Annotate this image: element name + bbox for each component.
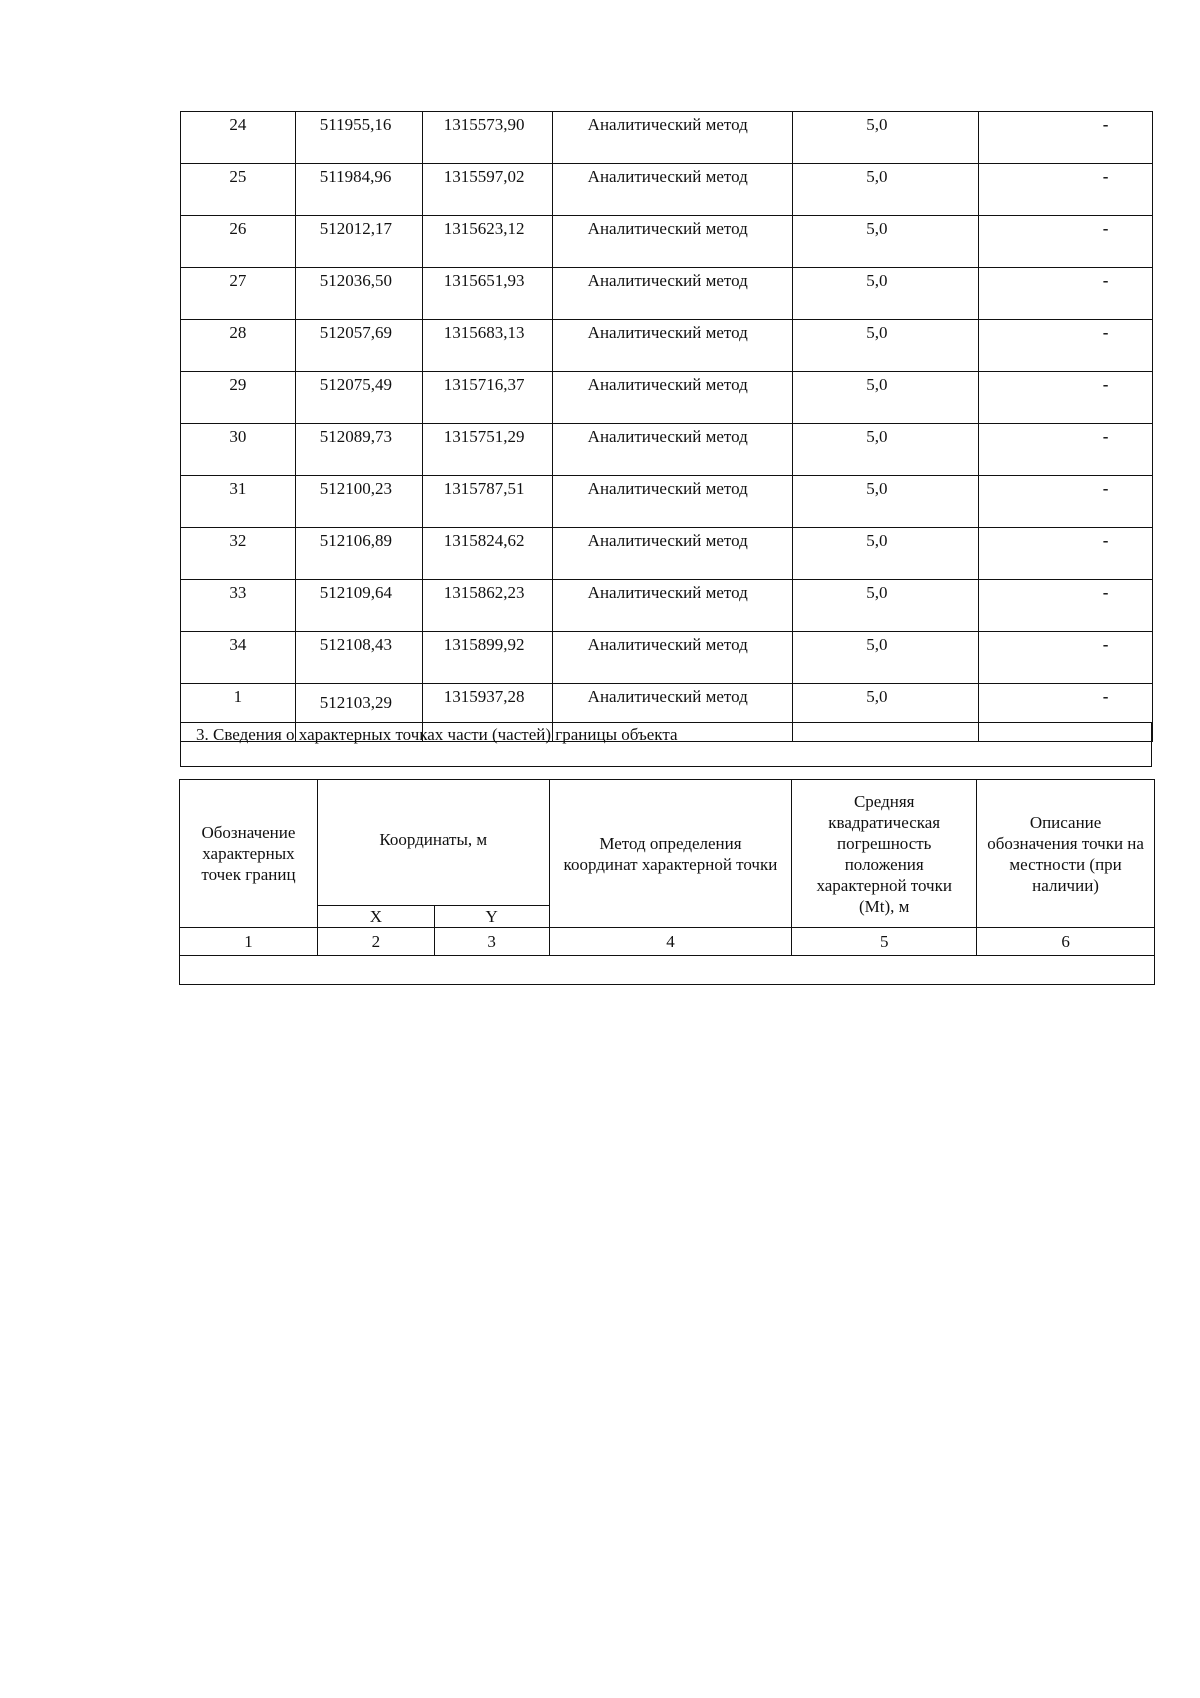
point-cell: 30 — [181, 424, 296, 476]
header-coordinates-text: Координаты, м — [379, 830, 488, 849]
method-cell: Аналитический метод — [552, 528, 793, 580]
y-coordinate-cell: 1315716,37 — [422, 372, 552, 424]
error-cell: 5,0 — [793, 580, 979, 632]
method-cell: Аналитический метод — [552, 216, 793, 268]
error-cell: 5,0 — [793, 424, 979, 476]
method-cell: Аналитический метод — [552, 112, 793, 164]
point-cell: 34 — [181, 632, 296, 684]
error-cell: 5,0 — [793, 320, 979, 372]
section-3-caption — [180, 722, 1152, 767]
y-coordinate-cell: 1315751,29 — [422, 424, 552, 476]
table-row — [181, 632, 1153, 684]
x-coordinate-cell: 512036,50 — [295, 268, 422, 320]
part-points-table — [179, 779, 1155, 985]
table-row — [181, 216, 1153, 268]
table-row — [181, 268, 1153, 320]
method-cell: Аналитический метод — [552, 320, 793, 372]
boundary-points-table-body — [181, 112, 1153, 742]
header-coordinates — [317, 780, 549, 906]
header-designation-line: Обозначение — [201, 823, 296, 842]
x-coordinate-cell: 512106,89 — [295, 528, 422, 580]
point-cell: 33 — [181, 580, 296, 632]
column-number: 1 — [180, 928, 318, 956]
table-row — [181, 528, 1153, 580]
column-number: 6 — [977, 928, 1155, 956]
table-row — [181, 476, 1153, 528]
y-coordinate-cell: 1315899,92 — [422, 632, 552, 684]
empty-row — [180, 956, 1155, 985]
x-coordinate-cell: 512103,29 — [295, 684, 422, 742]
description-cell: - — [979, 528, 1153, 580]
header-error — [792, 780, 977, 928]
header-description-line: наличии) — [1032, 875, 1099, 895]
y-coordinate-cell: 1315651,93 — [422, 268, 552, 320]
header-method-line: координат характерной точки — [563, 854, 778, 874]
y-coordinate-cell: 1315573,90 — [422, 112, 552, 164]
method-cell: Аналитический метод — [552, 268, 793, 320]
point-cell: 28 — [181, 320, 296, 372]
description-cell: - — [979, 112, 1153, 164]
method-cell: Аналитический метод — [552, 164, 793, 216]
header-error-line: Средняя — [853, 791, 915, 811]
description-cell: - — [979, 476, 1153, 528]
column-number: 3 — [434, 928, 549, 956]
description-cell: - — [979, 372, 1153, 424]
description-cell: - — [979, 320, 1153, 372]
header-designation-line: характерных — [202, 844, 295, 863]
header-designation — [180, 780, 318, 928]
error-cell: 5,0 — [793, 528, 979, 580]
header-description-line: Описание — [1029, 812, 1102, 832]
header-x: X — [317, 906, 434, 928]
description-cell: - — [979, 216, 1153, 268]
error-cell: 5,0 — [793, 632, 979, 684]
table-row — [181, 372, 1153, 424]
table-row — [181, 112, 1153, 164]
description-cell: - — [979, 684, 1153, 742]
method-cell: Аналитический метод — [552, 424, 793, 476]
header-error-line: (Mt), м — [859, 896, 910, 916]
header-description-line: обозначения точки на — [987, 833, 1144, 853]
table-row — [181, 580, 1153, 632]
column-number: 5 — [792, 928, 977, 956]
boundary-points-table — [180, 111, 1153, 742]
method-cell: Аналитический метод — [552, 476, 793, 528]
point-cell: 26 — [181, 216, 296, 268]
x-coordinate-cell: 512100,23 — [295, 476, 422, 528]
error-cell: 5,0 — [793, 684, 979, 742]
y-coordinate-cell: 1315862,23 — [422, 580, 552, 632]
description-cell: - — [979, 268, 1153, 320]
x-coordinate-cell: 512089,73 — [295, 424, 422, 476]
y-coordinate-cell: 1315824,62 — [422, 528, 552, 580]
point-cell: 31 — [181, 476, 296, 528]
x-coordinate-cell: 512108,43 — [295, 632, 422, 684]
y-coordinate-cell: 1315623,12 — [422, 216, 552, 268]
y-coordinate-cell: 1315787,51 — [422, 476, 552, 528]
column-number: 4 — [549, 928, 792, 956]
method-cell: Аналитический метод — [552, 684, 793, 742]
x-coordinate-cell: 512109,64 — [295, 580, 422, 632]
header-designation-line: точек границ — [201, 865, 296, 884]
error-cell: 5,0 — [793, 112, 979, 164]
header-error-line: квадратическая — [828, 812, 941, 832]
header-method-line: Метод определения — [599, 833, 742, 853]
header-y: Y — [434, 906, 549, 928]
header-method — [549, 780, 792, 928]
point-cell: 29 — [181, 372, 296, 424]
y-coordinate-cell: 1315683,13 — [422, 320, 552, 372]
method-cell: Аналитический метод — [552, 632, 793, 684]
header-row — [180, 780, 1155, 906]
section-3-caption-text: 3. Сведения о характерных точках части (частей) границы объекта — [196, 725, 678, 744]
description-cell: - — [979, 580, 1153, 632]
table-row — [181, 320, 1153, 372]
x-coordinate-cell: 512012,17 — [295, 216, 422, 268]
x-coordinate-cell: 512057,69 — [295, 320, 422, 372]
header-error-line: характерной точки — [816, 875, 952, 895]
header-description-line: местности (при — [1009, 854, 1122, 874]
header-description — [977, 780, 1155, 928]
description-cell: - — [979, 164, 1153, 216]
method-cell: Аналитический метод — [552, 580, 793, 632]
table-row — [181, 424, 1153, 476]
header-error-line: погрешность — [836, 833, 932, 853]
point-cell: 1 — [181, 684, 296, 742]
header-error-line: положения — [844, 854, 924, 874]
error-cell: 5,0 — [793, 476, 979, 528]
y-coordinate-cell: 1315937,28 — [422, 684, 552, 742]
point-cell: 27 — [181, 268, 296, 320]
empty-cell — [180, 956, 1155, 985]
description-cell: - — [979, 632, 1153, 684]
column-numbers-row — [180, 928, 1155, 956]
point-cell: 24 — [181, 112, 296, 164]
table-row — [181, 164, 1153, 216]
method-cell: Аналитический метод — [552, 372, 793, 424]
y-coordinate-cell: 1315597,02 — [422, 164, 552, 216]
error-cell: 5,0 — [793, 164, 979, 216]
error-cell: 5,0 — [793, 372, 979, 424]
column-number: 2 — [317, 928, 434, 956]
error-cell: 5,0 — [793, 216, 979, 268]
description-cell: - — [979, 424, 1153, 476]
point-cell: 25 — [181, 164, 296, 216]
x-coordinate-cell: 512075,49 — [295, 372, 422, 424]
error-cell: 5,0 — [793, 268, 979, 320]
x-coordinate-cell: 511984,96 — [295, 164, 422, 216]
x-coordinate-cell: 511955,16 — [295, 112, 422, 164]
point-cell: 32 — [181, 528, 296, 580]
